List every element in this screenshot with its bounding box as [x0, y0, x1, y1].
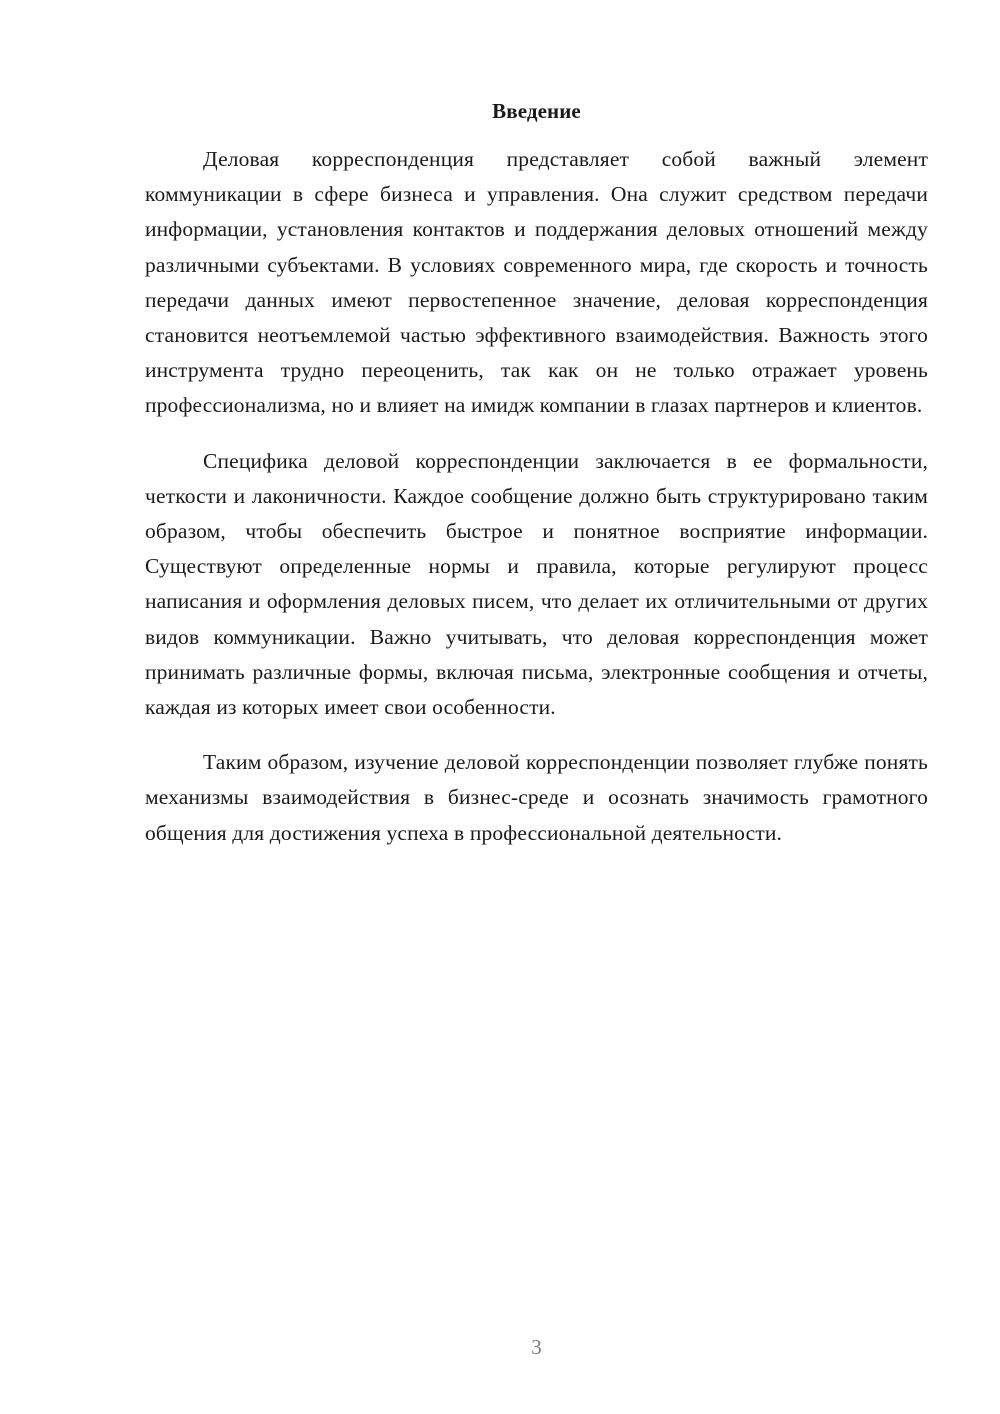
- paragraph-1: Деловая корреспонденция представляет собой важный элемент коммуникации в сфере бизнеса и управления. Она служит средством передачи информации, установления контактов и поддержания деловых отношений между различными субъектами. В условиях современного мира, где скорость и точность передачи данных имеют первостепенное значение, деловая корреспонденция становится неотъемлемой частью эффективного взаимодействия. Важность этого инструмента трудно переоценить, так как он не только отражает уровень профессионализма, но и влияет на имидж компании в глазах партнеров и клиентов.: [145, 147, 928, 418]
- section-heading: Введение: [492, 99, 581, 123]
- paragraph-2: Специфика деловой корреспонденции заключается в ее формальности, четкости и лаконичности. Каждое сообщение должно быть структурировано таким образом, чтобы обеспечить быстрое и понятное восприятие информации. Существуют определенные нормы и правила, которые регулируют процесс написания и оформления деловых писем, что делает их отличительными от других видов коммуникации. Важно учитывать, что деловая корреспонденция может принимать различные формы, включая письма, электронные сообщения и отчеты, каждая из которых имеет свои особенности.: [145, 448, 928, 720]
- page-number: 3: [531, 1335, 542, 1359]
- paragraph-3: Таким образом, изучение деловой корреспонденции позволяет глубже понять механизмы взаимодействия в бизнес-среде и осознать значимость грамотного общения для достижения успеха в профессиональной деятельности.: [145, 750, 928, 845]
- page-content: [145, 95, 928, 851]
